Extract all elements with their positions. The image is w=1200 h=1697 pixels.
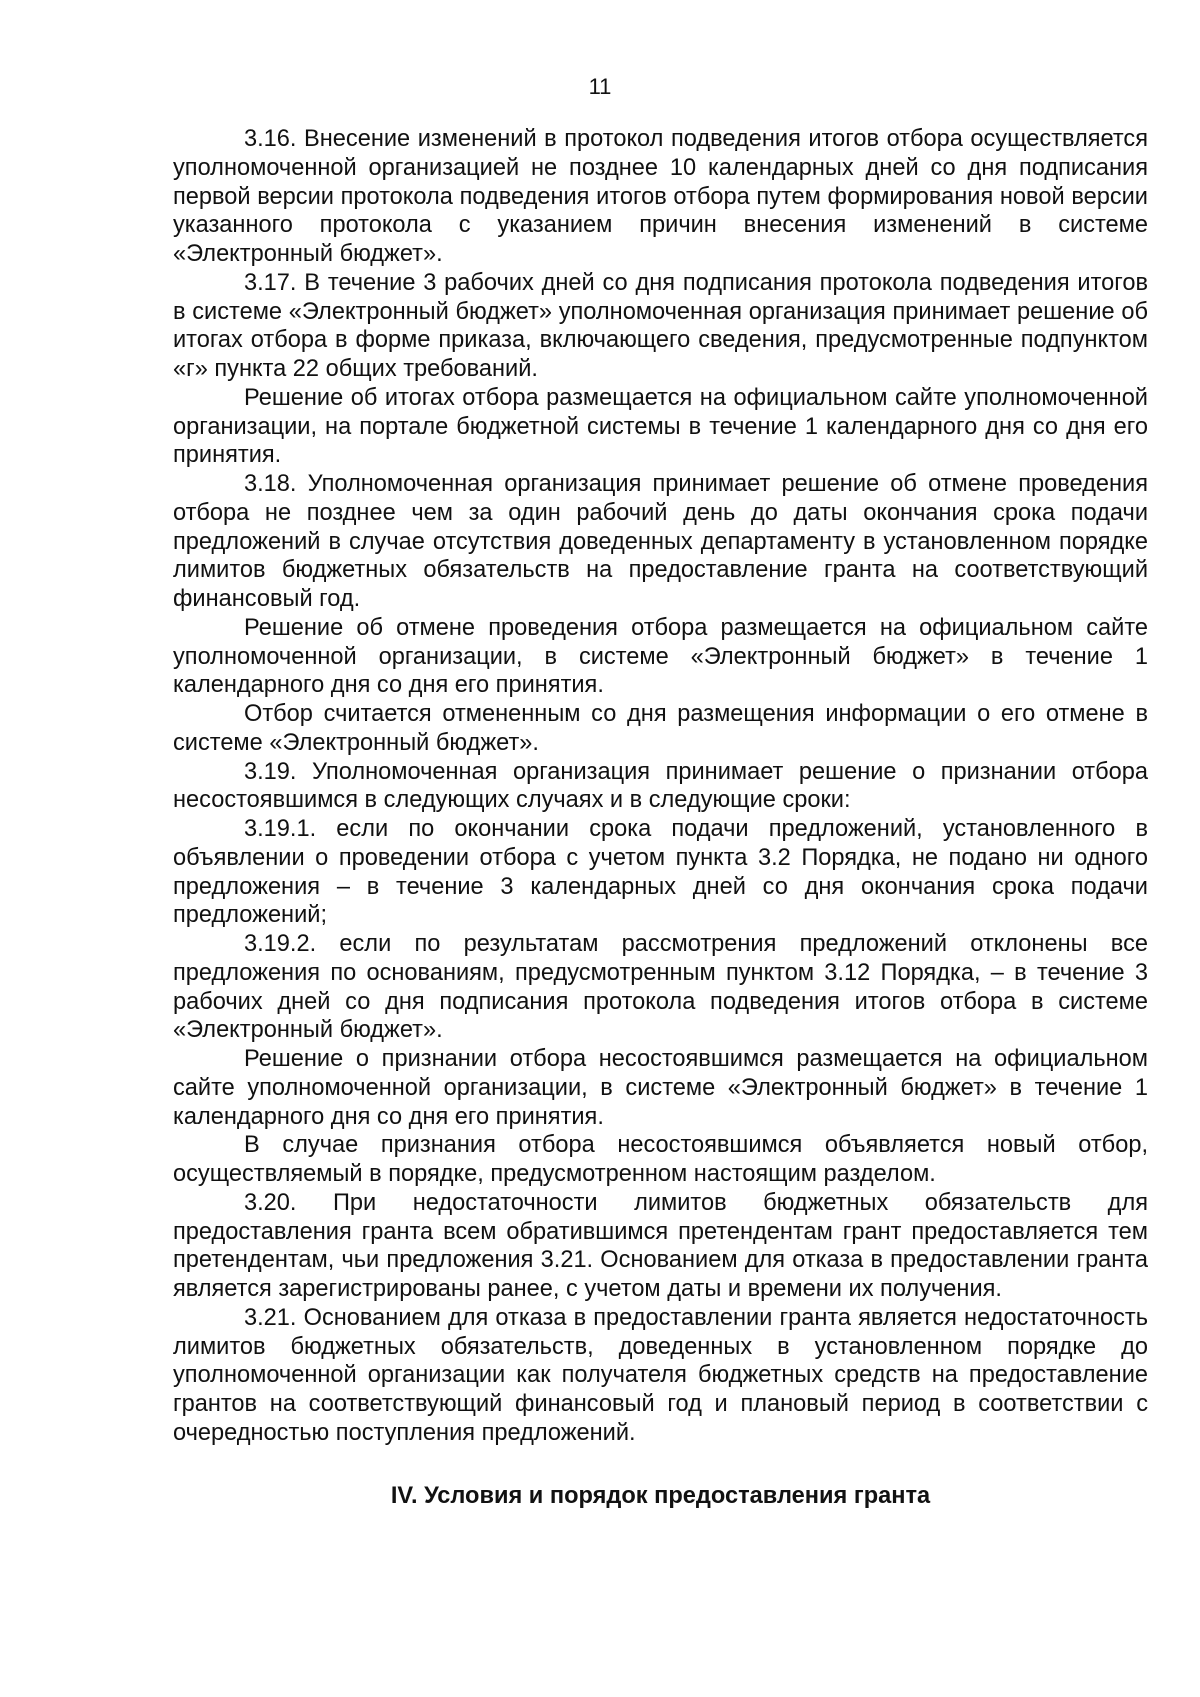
paragraph-3-19-1: 3.19.1. если по окончании срока подачи предложений, установленного в объявлении о проведении отбора с учетом пункта 3.2 Порядка, не подано ни одного предложения – в течение 3 календарных дней со дня окончания срока подачи предложений; bbox=[173, 816, 1148, 929]
paragraph-3-16: 3.16. Внесение изменений в протокол подведения итогов отбора осуществляется уполномоченной организацией не позднее 10 календарных дней со дня подписания первой версии протокола подведения итогов отбора путем формирования новой версии указанного протокола с указанием причин внесения изменений в системе «Электронный бюджет». bbox=[173, 126, 1148, 267]
paragraph-3-21: 3.21. Основанием для отказа в предоставлении гранта является недостаточность лимитов бюджетных обязательств, доведенных в установленном порядке до уполномоченной организации как получателя бюджетных средств на предоставление грантов на соответствующий финансовый год и плановый период в соответствии с очередностью поступления предложений. bbox=[173, 1304, 1148, 1446]
paragraph-3-19-2: 3.19.2. если по результатам рассмотрения предложений отклонены все предложения по основаниям, предусмотренным пунктом 3.12 Порядка, – в течение 3 рабочих дней со дня подписания протокола подведения итогов отбора в системе «Электронный бюджет». bbox=[173, 931, 1148, 1044]
paragraph-cancellation-publication: Решение об отмене проведения отбора размещается на официальном сайте уполномоченной организации, в системе «Электронный бюджет» в течение 1 календарного дня со дня его принятия. bbox=[173, 614, 1148, 699]
paragraph-failed-publication: Решение о признании отбора несостоявшимся размещается на официальном сайте уполномоченной организации, в системе «Электронный бюджет» в течение 1 календарного дня со дня его принятия. bbox=[173, 1046, 1148, 1130]
paragraph-cancellation-effective: Отбор считается отмененным со дня размещения информации о его отмене в системе «Электронный бюджет». bbox=[173, 701, 1148, 756]
document-body bbox=[173, 125, 1148, 1510]
paragraph-results-publication: Решение об итогах отбора размещается на официальном сайте уполномоченной организации, на портале бюджетной системы в течение 1 календарного дня со дня его принятия. bbox=[173, 384, 1148, 469]
paragraph-3-20: 3.20. При недостаточности лимитов бюджетных обязательств для предоставления гранта всем обратившимся претендентам грант предоставляется тем претендентам, чьи предложения 3.21. Основанием для отказа в предоставлении гранта является зарегистрированы ранее, с учетом даты и времени их получения. bbox=[173, 1189, 1148, 1302]
page-number: 11 bbox=[588, 74, 612, 99]
paragraph-3-19: 3.19. Уполномоченная организация принимает решение о признании отбора несостоявшимся в следующих случаях и в следующие сроки: bbox=[173, 758, 1148, 814]
section-heading: IV. Условия и порядок предоставления гранта bbox=[390, 1482, 931, 1509]
paragraph-new-selection: В случае признания отбора несостоявшимся объявляется новый отбор, осуществляемый в порядке, предусмотренном настоящим разделом. bbox=[173, 1132, 1148, 1187]
paragraph-3-18: 3.18. Уполномоченная организация принимает решение об отмене проведения отбора не позднее чем за один рабочий день до даты окончания срока подачи предложений в случае отсутствия доведенных департаменту в установленном порядке лимитов бюджетных обязательств на предоставление гранта на соответствующий финансовый год. bbox=[173, 471, 1148, 612]
paragraph-3-17: 3.17. В течение 3 рабочих дней со дня подписания протокола подведения итогов в системе «Электронный бюджет» уполномоченная организация принимает решение об итогах отбора в форме приказа, включающего сведения, предусмотренные подпунктом «г» пункта 22 общих требований. bbox=[173, 269, 1148, 382]
